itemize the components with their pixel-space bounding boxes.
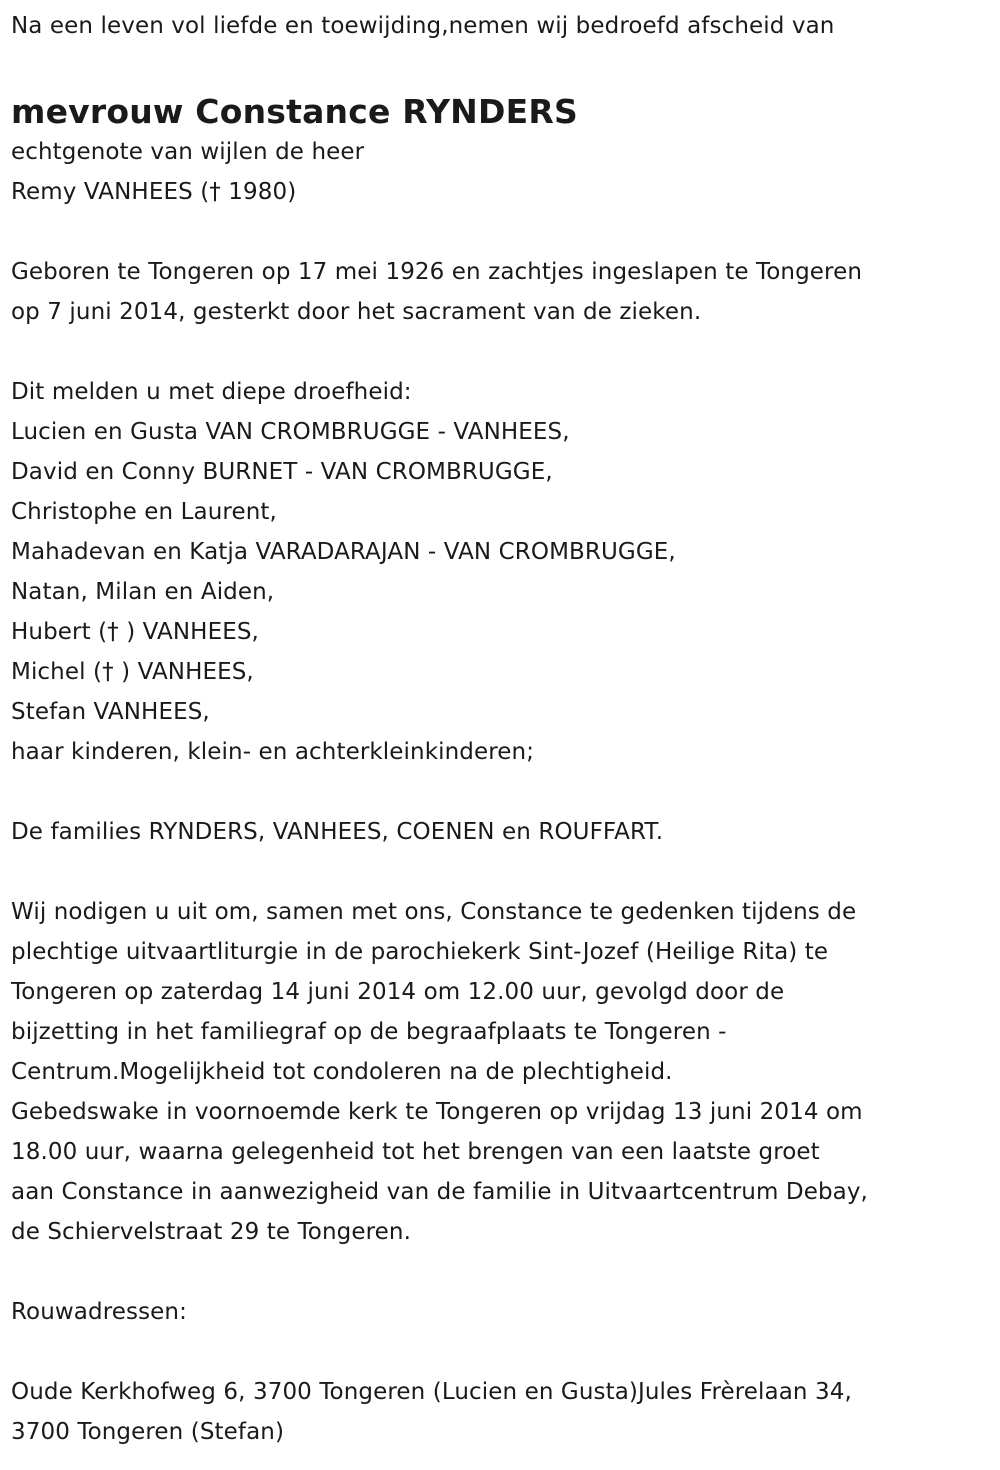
- family-line: haar kinderen, klein- en achterkleinkinderen;: [11, 739, 535, 765]
- families-line: De families RYNDERS, VANHEES, COENEN en ROUFFART.: [11, 819, 664, 845]
- invitation-line: bijzetting in het familiegraf op de begraafplaats te Tongeren -: [11, 1019, 727, 1045]
- invitation-line: Centrum.Mogelijkheid tot condoleren na de plechtigheid.: [11, 1059, 673, 1085]
- family-line: Mahadevan en Katja VARADARAJAN - VAN CROMBRUGGE,: [11, 539, 676, 565]
- family-line: Stefan VANHEES,: [11, 699, 210, 725]
- birth-death-line: Geboren te Tongeren op 17 mei 1926 en zachtjes ingeslapen te Tongeren: [11, 259, 863, 285]
- birth-death-line: op 7 juni 2014, gesterkt door het sacrament van de zieken.: [11, 299, 702, 325]
- intro-text: Na een leven vol liefde en toewijding,nemen wij bedroefd afscheid van: [11, 13, 835, 39]
- invitation-line: aan Constance in aanwezigheid van de familie in Uitvaartcentrum Debay,: [11, 1179, 868, 1205]
- family-line: Hubert († ) VANHEES,: [11, 619, 259, 645]
- spouse-line-1: echtgenote van wijlen de heer: [11, 139, 365, 165]
- spacer: [11, 46, 1000, 92]
- spacer: [11, 1332, 1000, 1372]
- address-line: 3700 Tongeren (Stefan): [11, 1419, 285, 1445]
- address-line: Oude Kerkhofweg 6, 3700 Tongeren (Lucien en Gusta)Jules Frèrelaan 34,: [11, 1379, 852, 1405]
- spacer: [11, 772, 1000, 812]
- family-line: Michel († ) VANHEES,: [11, 659, 254, 685]
- addresses-heading: Rouwadressen:: [11, 1299, 187, 1325]
- spacer: [11, 1252, 1000, 1292]
- family-line: David en Conny BURNET - VAN CROMBRUGGE,: [11, 459, 553, 485]
- invitation-line: de Schiervelstraat 29 te Tongeren.: [11, 1219, 411, 1245]
- invitation-line: Gebedswake in voornoemde kerk te Tongeren op vrijdag 13 juni 2014 om: [11, 1099, 863, 1125]
- family-line: Lucien en Gusta VAN CROMBRUGGE - VANHEES,: [11, 419, 570, 445]
- family-line: Christophe en Laurent,: [11, 499, 277, 525]
- spacer: [11, 852, 1000, 892]
- invitation-line: 18.00 uur, waarna gelegenheid tot het brengen van een laatste groet: [11, 1139, 820, 1165]
- spacer: [11, 332, 1000, 372]
- spacer: [11, 212, 1000, 252]
- invitation-line: Tongeren op zaterdag 14 juni 2014 om 12.00 uur, gevolgd door de: [11, 979, 785, 1005]
- spouse-line-2: Remy VANHEES († 1980): [11, 179, 297, 205]
- family-line: Natan, Milan en Aiden,: [11, 579, 275, 605]
- deceased-name: mevrouw Constance RYNDERS: [11, 92, 578, 131]
- invitation-line: plechtige uitvaartliturgie in de parochiekerk Sint-Jozef (Heilige Rita) te: [11, 939, 829, 965]
- invitation-line: Wij nodigen u uit om, samen met ons, Constance te gedenken tijdens de: [11, 899, 857, 925]
- announcement-heading: Dit melden u met diepe droefheid:: [11, 379, 412, 405]
